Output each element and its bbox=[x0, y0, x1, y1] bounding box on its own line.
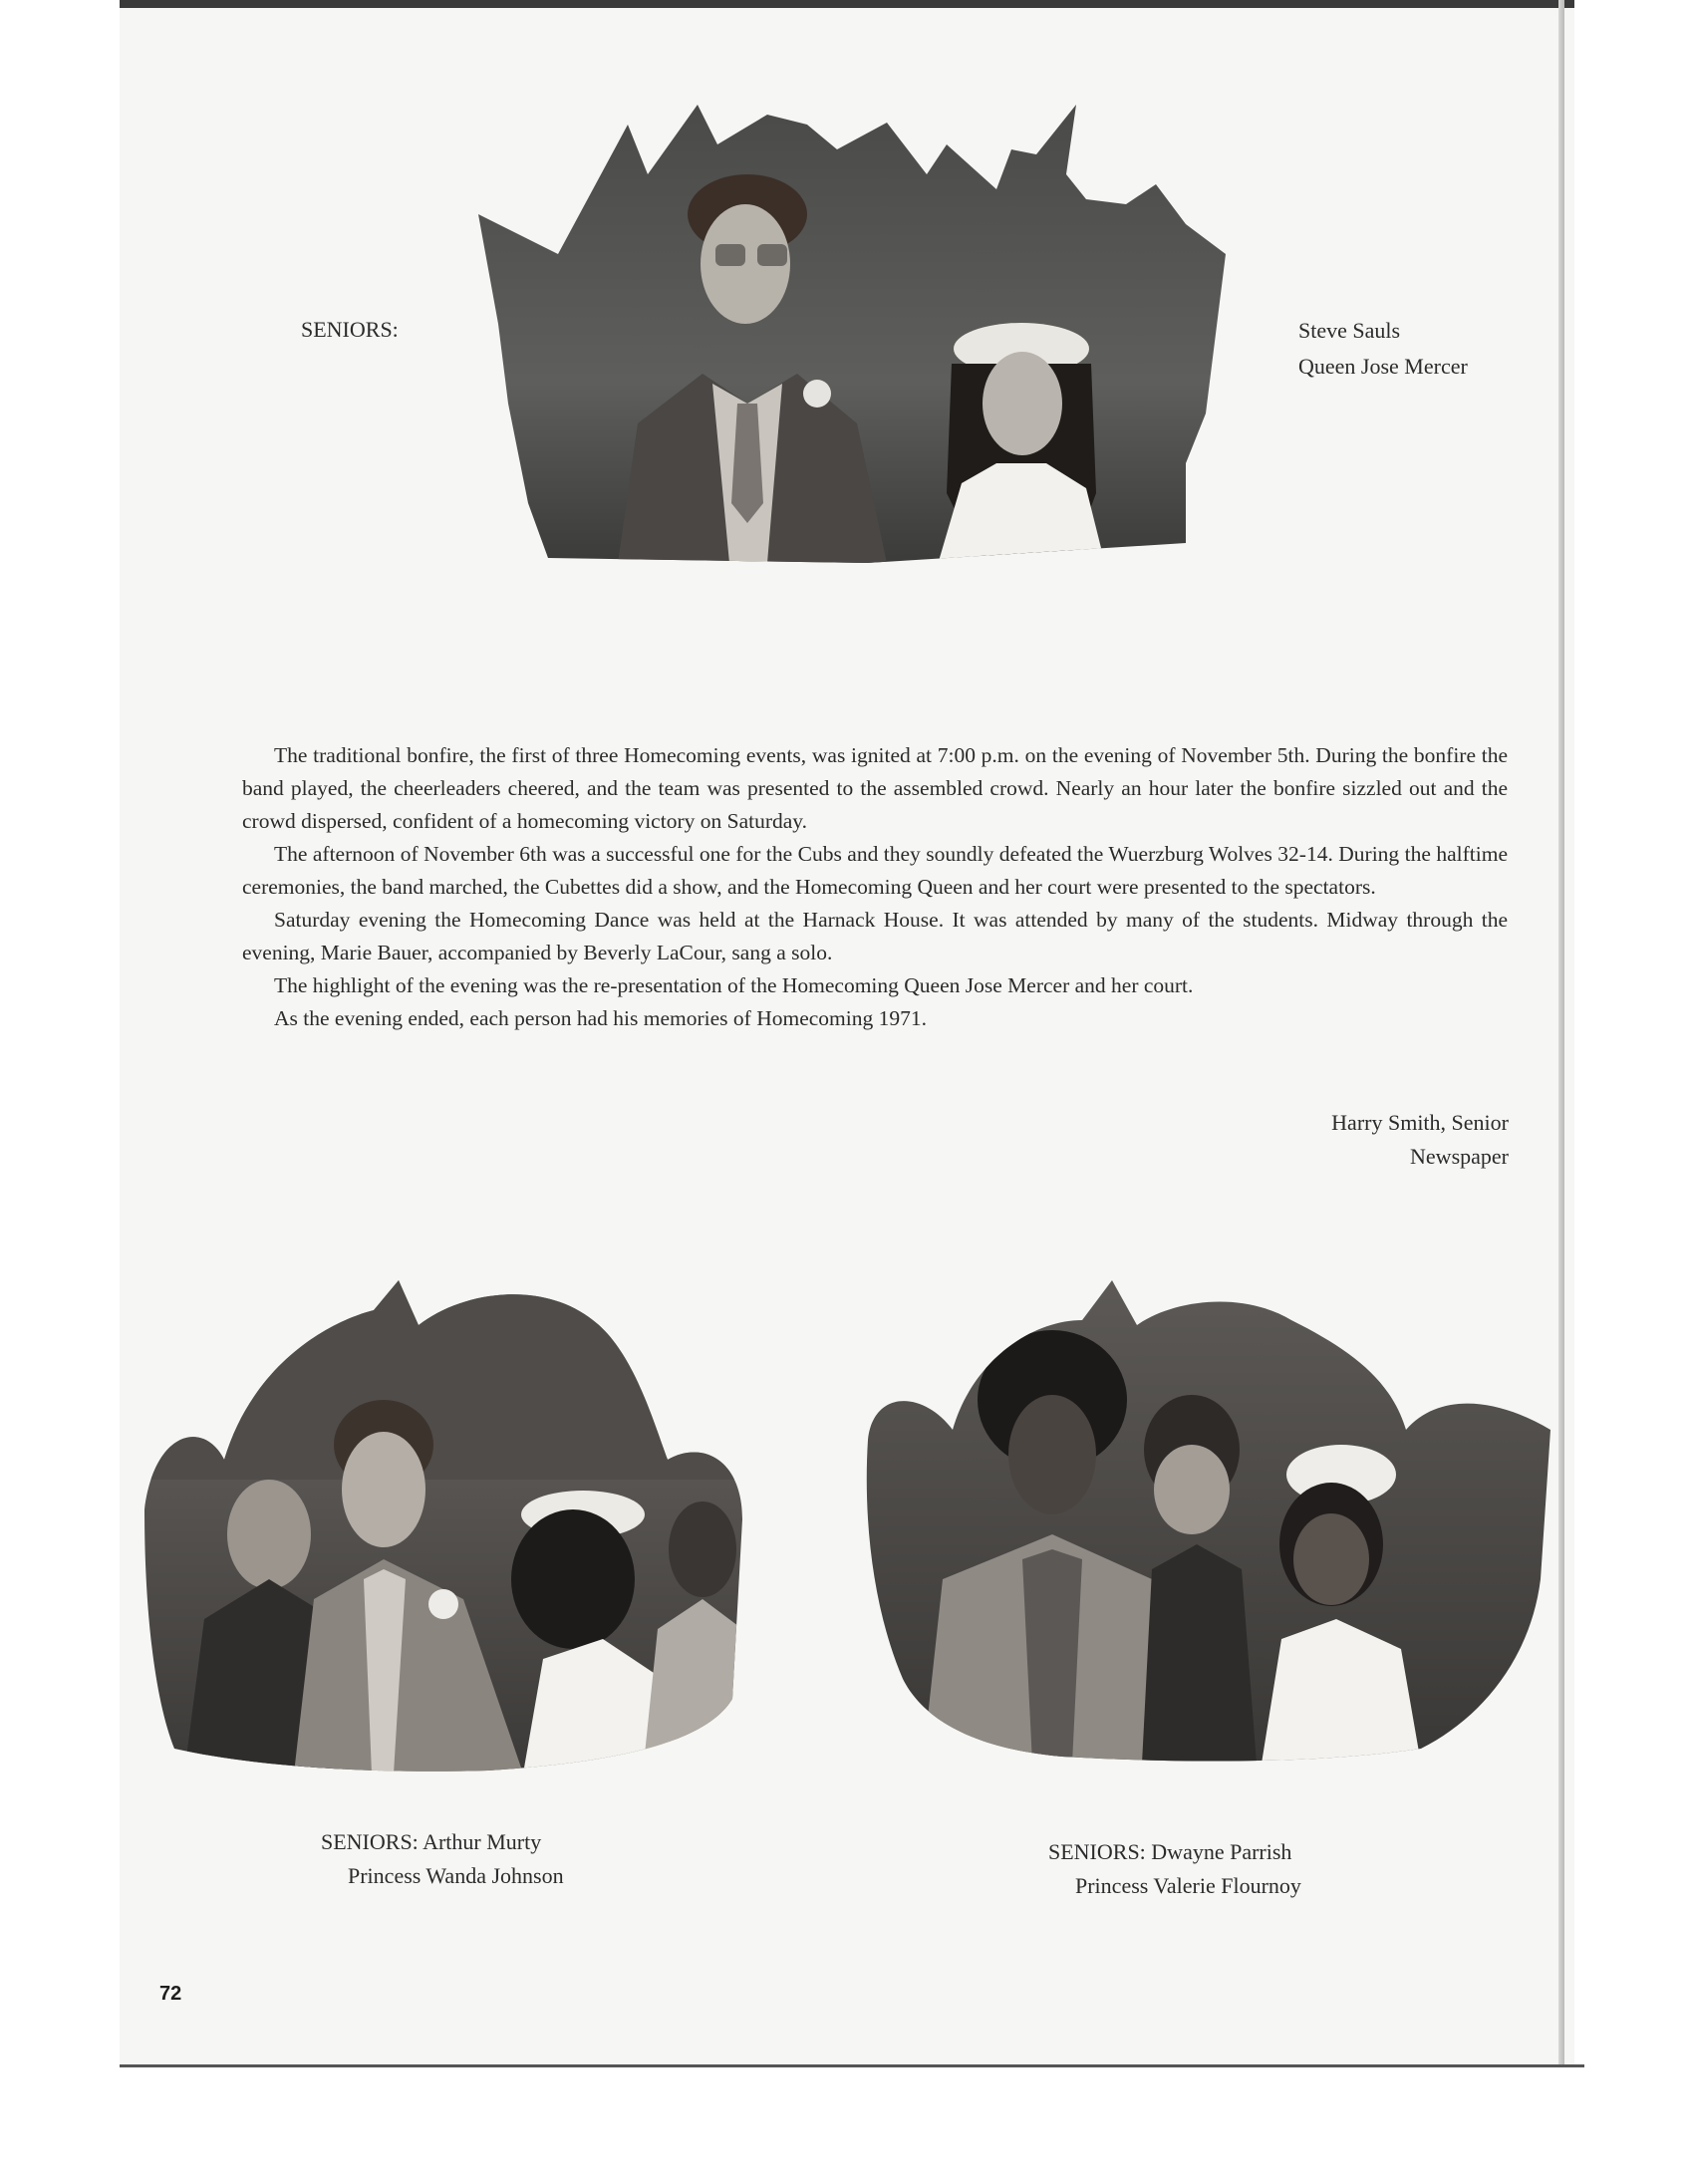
page-bottom-rule bbox=[120, 2064, 1584, 2067]
byline bbox=[1196, 1106, 1509, 1174]
bottom-left-escort: SENIORS: Arthur Murty bbox=[321, 1829, 542, 1854]
article-paragraph: Saturday evening the Homecoming Dance was held at the Harnack House. It was attended by many of the students. Midway through the evening, Marie Bauer, accompanied by Beverly LaCour, sang a solo. bbox=[242, 908, 1508, 964]
escort-name: Steve Sauls bbox=[1298, 318, 1401, 343]
page-edge bbox=[1558, 0, 1564, 2067]
bottom-right-caption bbox=[1048, 1835, 1301, 1903]
bottom-right-couple-photo bbox=[863, 1280, 1555, 1764]
article-body bbox=[242, 739, 1508, 1035]
top-seniors-label: SENIORS: bbox=[301, 317, 399, 342]
bottom-left-couple-photo bbox=[144, 1280, 832, 1774]
page-number: 72 bbox=[159, 1983, 182, 2005]
article-paragraph: As the evening ended, each person had his memories of Homecoming 1971. bbox=[274, 1006, 927, 1030]
byline-publication: Newspaper bbox=[1410, 1144, 1509, 1169]
byline-author: Harry Smith, Senior bbox=[1331, 1110, 1509, 1135]
bottom-right-princess: Princess Valerie Flournoy bbox=[1075, 1873, 1301, 1898]
article-paragraph: The afternoon of November 6th was a successful one for the Cubs and they soundly defeated the Wuerzburg Wolves 32-14. During the halftime ceremonies, the band marched, the Cubettes did a show, and the Homecoming Queen and her court were presented to the spectators. bbox=[242, 842, 1508, 899]
top-couple-names bbox=[1298, 313, 1468, 385]
queen-name: Queen Jose Mercer bbox=[1298, 354, 1468, 379]
article-paragraph: The traditional bonfire, the first of three Homecoming events, was ignited at 7:00 p.m. on the evening of November 5th. During the bonfire the band played, the cheerleaders cheered, and the team was presented to the assembled crowd. Nearly an hour later the bonfire sizzled out and the crowd dispersed, confident of a homecoming victory on Saturday. bbox=[242, 743, 1508, 833]
bottom-left-princess: Princess Wanda Johnson bbox=[348, 1863, 564, 1888]
bottom-left-caption bbox=[321, 1825, 564, 1893]
bottom-right-escort: SENIORS: Dwayne Parrish bbox=[1048, 1839, 1292, 1864]
top-couple-photo bbox=[468, 105, 1236, 568]
article-paragraph: The highlight of the evening was the re-presentation of the Homecoming Queen Jose Mercer and her court. bbox=[274, 973, 1194, 997]
